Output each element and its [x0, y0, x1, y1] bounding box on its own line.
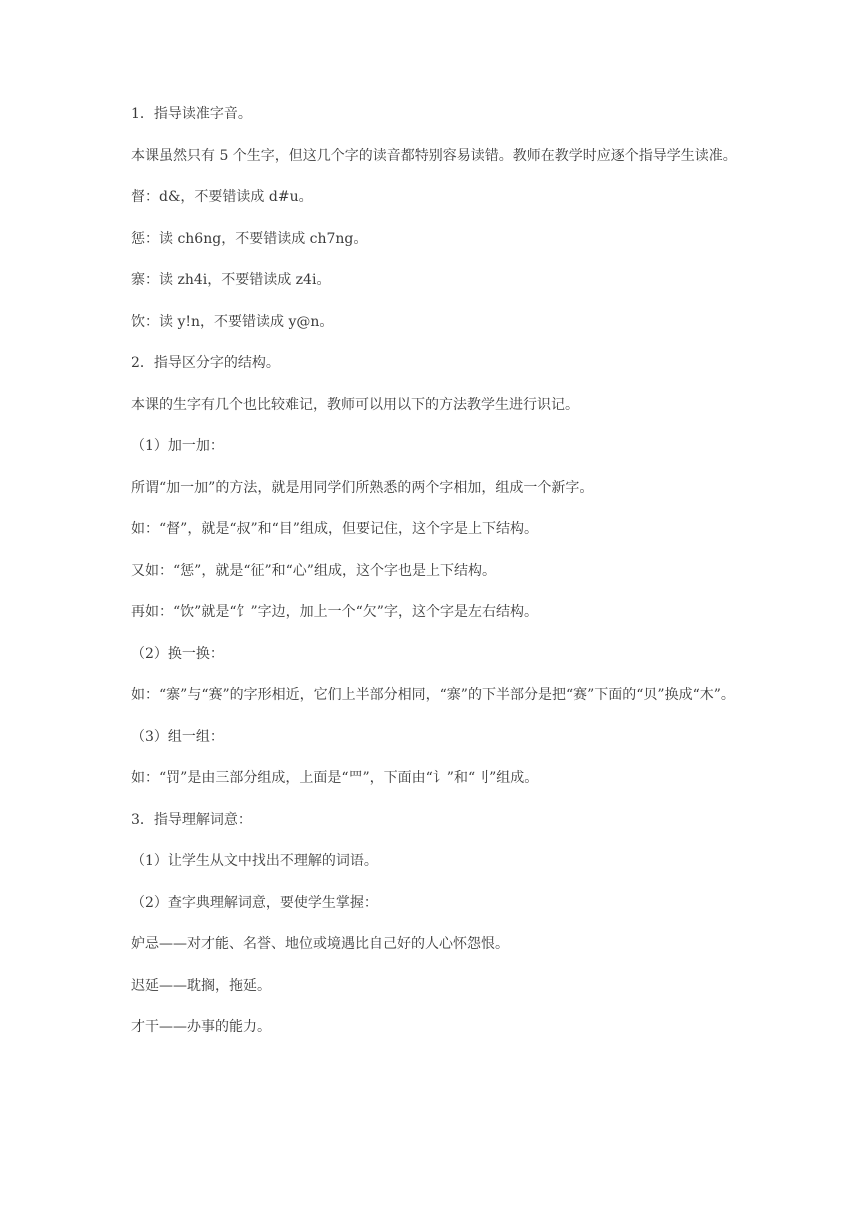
heading-meaning: 3．指导理解词意： — [131, 811, 252, 828]
definition-chiyan: 迟延——耽搁，拖延。 — [131, 977, 271, 994]
paragraph-add-method: 所谓“加一加”的方法，就是用同学们所熟悉的两个字相加，组成一个新字。 — [131, 479, 594, 496]
definition-duji: 妒忌——对才能、名誉、地位或境遇比自己好的人心怀怨恨。 — [131, 936, 509, 952]
meaning-step-1: （1）让学生从文中找出不理解的词语。 — [131, 853, 378, 869]
document-body — [131, 104, 741, 1059]
example-du: 如：“督”，就是“叔”和“目”组成，但要记住，这个字是上下结构。 — [131, 521, 538, 537]
paragraph-intro: 本课虽然只有 5 个生字，但这几个字的读音都特别容易读错。教师在教学时应逐个指导学生读准。 — [131, 147, 737, 164]
subheading-add: （1）加一加： — [131, 438, 224, 454]
pronunciation-zhai: 寨：读 zh4i，不要错读成 z4i。 — [131, 272, 331, 288]
heading-structure: 2．指导区分字的结构。 — [131, 355, 280, 371]
paragraph-structure-intro: 本课的生字有几个也比较难记，教师可以用以下的方法教学生进行识记。 — [131, 396, 579, 413]
definition-caigan: 才干——办事的能力。 — [131, 1019, 271, 1035]
pronunciation-yin: 饮：读 y!n，不要错读成 y@n。 — [131, 313, 334, 330]
example-cheng: 又如：“惩”，就是“征”和“心”组成，这个字也是上下结构。 — [131, 562, 496, 579]
example-yin: 再如：“饮”就是“饣”字边，加上一个“欠”字，这个字是左右结构。 — [131, 604, 538, 620]
heading-pronunciation: 1．指导读准字音。 — [131, 106, 252, 122]
example-zhai: 如：“寨”与“赛”的字形相近，它们上半部分相同，“寨”的下半部分是把“赛”下面的“贝”换成“木”。 — [131, 687, 735, 703]
example-fa: 如：“罚”是由三部分组成，上面是“罒”，下面由“讠”和“刂”组成。 — [131, 770, 539, 786]
pronunciation-cheng: 惩：读 ch6ng，不要错读成 ch7ng。 — [131, 230, 368, 247]
meaning-step-2: （2）查字典理解词意，要使学生掌握： — [131, 894, 378, 911]
subheading-combine: （3）组一组： — [131, 728, 224, 745]
subheading-swap: （2）换一换： — [131, 645, 224, 662]
pronunciation-du: 督：d&，不要错读成 d#u。 — [131, 189, 313, 205]
